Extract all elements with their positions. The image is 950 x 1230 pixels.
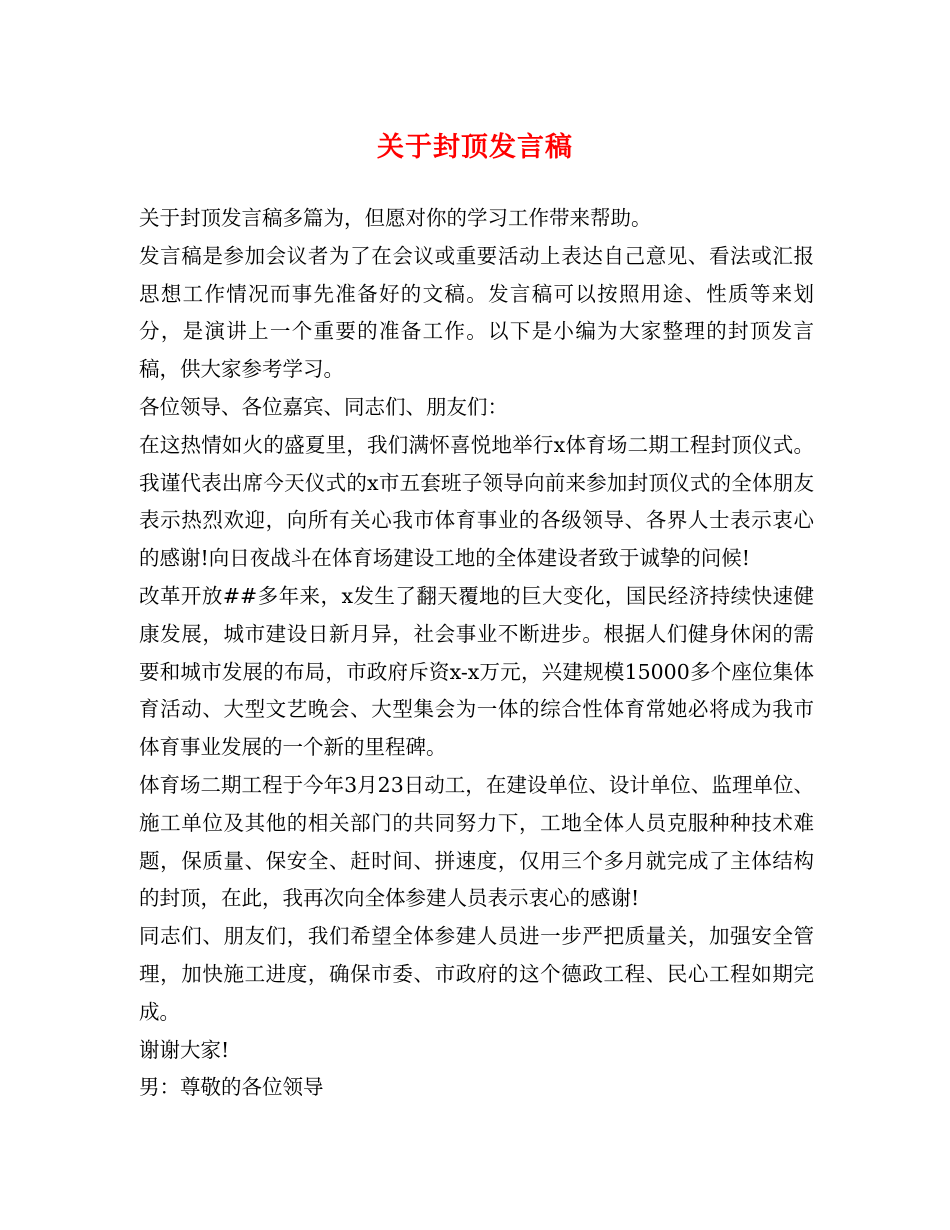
paragraph-thanks: 谢谢大家! [139, 1037, 230, 1062]
document-title: 关于封顶发言稿 [377, 132, 573, 163]
paragraph-hope: 同志们、朋友们，我们希望全体参建人员进一步严把质量关，加强安全管理，加快施工进度，确保市委、市政府的这个德政工程、民心工程如期完成。 [139, 924, 814, 1024]
paragraph-development: 改革开放##多年来，x发生了翻天覆地的巨大变化，国民经济持续快速健康发展，城市建设日新月异，社会事业不断进步。根据人们健身休闲的需要和城市发展的布局，市政府斥资x-x万元，兴建规模15000多个座位集体育活动、大型文艺晚会、大型集会为一体的综合性体育常她必将成为我市体育事业发展的一个新的里程碑。 [139, 583, 814, 760]
paragraph-intro: 关于封顶发言稿多篇为，但愿对你的学习工作带来帮助。 [139, 206, 652, 230]
paragraph-construction: 体育场二期工程于今年3月23日动工，在建设单位、设计单位、监理单位、施工单位及其他的相关部门的共同努力下，工地全体人员克服种种技术难题，保质量、保安全、赶时间、拼速度，仅用三个多月就完成了主体结构的封顶，在此，我再次向全体参建人员表示衷心的感谢! [139, 772, 814, 911]
paragraph-male-speaker: 男：尊敬的各位领导 [139, 1075, 324, 1100]
paragraph-definition: 发言稿是参加会议者为了在会议或重要活动上表达自己意见、看法或汇报思想工作情况而事先准备好的文稿。发言稿可以按照用途、性质等来划分，是演讲上一个重要的准备工作。以下是小编为大家整理的封顶发言稿，供大家参考学习。 [139, 243, 814, 382]
document-body [139, 200, 814, 1107]
paragraph-welcome: 在这热情如火的盛夏里，我们满怀喜悦地举行x体育场二期工程封顶仪式。我谨代表出席今天仪式的x市五套班子领导向前来参加封顶仪式的全体朋友表示热烈欢迎，向所有关心我市体育事业的各级领导、各界人士表示衷心的感谢!向日夜战斗在体育场建设工地的全体建设者致于诚挚的问候! [139, 432, 814, 571]
paragraph-salutation: 各位领导、各位嘉宾、同志们、朋友们： [139, 394, 508, 419]
